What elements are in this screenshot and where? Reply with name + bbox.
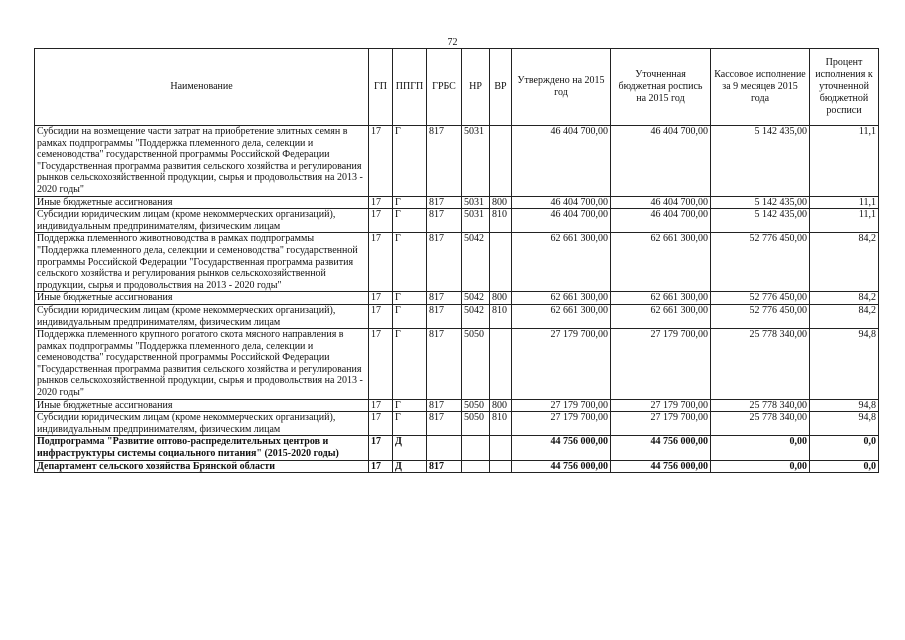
col-header-grbs: ГРБС [427, 49, 462, 126]
cell-approved: 27 179 700,00 [512, 412, 611, 436]
cell-gp: 17 [369, 233, 393, 292]
page-number: 72 [447, 37, 458, 48]
cell-approved: 46 404 700,00 [512, 209, 611, 233]
cell-name: Иные бюджетные ассигнования [35, 399, 369, 412]
cell-cash: 0,00 [711, 436, 810, 460]
cell-name: Департамент сельского хозяйства Брянской области [35, 460, 369, 473]
cell-cash: 25 778 340,00 [711, 399, 810, 412]
cell-grbs: 817 [427, 412, 462, 436]
cell-gp: 17 [369, 196, 393, 209]
cell-ppgp: Г [393, 329, 427, 400]
cell-refined: 27 179 700,00 [611, 329, 711, 400]
cell-vr: 810 [490, 304, 512, 328]
col-header-approved: Утверждено на 2015 год [512, 49, 611, 126]
cell-cash: 52 776 450,00 [711, 304, 810, 328]
cell-gp: 17 [369, 399, 393, 412]
cell-percent: 84,2 [810, 292, 879, 305]
col-header-percent: Процент исполнения к уточненной бюджетной росписи [810, 49, 879, 126]
cell-ppgp: Г [393, 292, 427, 305]
cell-vr [490, 436, 512, 460]
cell-ppgp: Г [393, 399, 427, 412]
cell-grbs: 817 [427, 329, 462, 400]
table-row [35, 436, 879, 460]
cell-ppgp: Г [393, 196, 427, 209]
cell-nr: 5031 [462, 196, 490, 209]
cell-percent: 0,0 [810, 460, 879, 473]
header-row [35, 49, 879, 126]
cell-refined: 62 661 300,00 [611, 292, 711, 305]
cell-percent: 11,1 [810, 209, 879, 233]
cell-name: Субсидии юридическим лицам (кроме некоммерческих организаций), индивидуальным предпринимателям, физическим лицам [35, 304, 369, 328]
col-header-name: Наименование [35, 49, 369, 126]
col-header-cash: Кассовое исполнение за 9 месяцев 2015 года [711, 49, 810, 126]
cell-vr: 800 [490, 196, 512, 209]
cell-approved: 62 661 300,00 [512, 304, 611, 328]
cell-nr: 5031 [462, 126, 490, 197]
cell-cash: 0,00 [711, 460, 810, 473]
cell-nr: 5042 [462, 292, 490, 305]
cell-vr [490, 460, 512, 473]
cell-percent: 11,1 [810, 196, 879, 209]
cell-vr: 800 [490, 399, 512, 412]
cell-vr: 810 [490, 412, 512, 436]
cell-percent: 84,2 [810, 304, 879, 328]
cell-approved: 27 179 700,00 [512, 329, 611, 400]
col-header-vr: ВР [490, 49, 512, 126]
cell-gp: 17 [369, 292, 393, 305]
cell-ppgp: Г [393, 304, 427, 328]
col-header-refined: Уточненная бюджетная роспись на 2015 год [611, 49, 711, 126]
table-row [35, 196, 879, 209]
table-row [35, 399, 879, 412]
cell-grbs: 817 [427, 126, 462, 197]
cell-gp: 17 [369, 460, 393, 473]
cell-approved: 27 179 700,00 [512, 399, 611, 412]
cell-refined: 44 756 000,00 [611, 436, 711, 460]
cell-percent: 84,2 [810, 233, 879, 292]
cell-name: Субсидии на возмещение части затрат на приобретение элитных семян в рамках подпрограммы "Поддержка племенного дела, селекции и семеноводства" государственной программы Российской Федерации "Государственная программа развития сельского хозяйства и регулирования рынков сельскохозяйственной продукции, сырья и продовольствия на 2013 - 2020 годы" [35, 126, 369, 197]
cell-approved: 46 404 700,00 [512, 126, 611, 197]
cell-nr [462, 460, 490, 473]
table-row [35, 209, 879, 233]
cell-cash: 5 142 435,00 [711, 196, 810, 209]
cell-refined: 46 404 700,00 [611, 126, 711, 197]
cell-name: Иные бюджетные ассигнования [35, 292, 369, 305]
cell-gp: 17 [369, 436, 393, 460]
cell-gp: 17 [369, 209, 393, 233]
cell-grbs: 817 [427, 233, 462, 292]
cell-name: Подпрограмма "Развитие оптово-распределительных центров и инфраструктуры системы социального питания" (2015-2020 годы) [35, 436, 369, 460]
table-row [35, 460, 879, 473]
cell-gp: 17 [369, 412, 393, 436]
table-row [35, 233, 879, 292]
cell-grbs: 817 [427, 304, 462, 328]
cell-nr: 5042 [462, 233, 490, 292]
col-header-gp: ГП [369, 49, 393, 126]
col-header-nr: НР [462, 49, 490, 126]
cell-nr: 5050 [462, 329, 490, 400]
cell-cash: 25 778 340,00 [711, 329, 810, 400]
cell-approved: 62 661 300,00 [512, 292, 611, 305]
cell-refined: 27 179 700,00 [611, 399, 711, 412]
cell-grbs: 817 [427, 399, 462, 412]
cell-nr: 5042 [462, 304, 490, 328]
cell-nr: 5050 [462, 412, 490, 436]
cell-nr: 5050 [462, 399, 490, 412]
table-row [35, 412, 879, 436]
cell-refined: 62 661 300,00 [611, 304, 711, 328]
cell-nr: 5031 [462, 209, 490, 233]
cell-refined: 44 756 000,00 [611, 460, 711, 473]
cell-approved: 44 756 000,00 [512, 460, 611, 473]
cell-grbs [427, 436, 462, 460]
cell-vr: 810 [490, 209, 512, 233]
cell-approved: 44 756 000,00 [512, 436, 611, 460]
cell-grbs: 817 [427, 460, 462, 473]
cell-percent: 0,0 [810, 436, 879, 460]
table-row [35, 126, 879, 197]
cell-approved: 62 661 300,00 [512, 233, 611, 292]
cell-refined: 27 179 700,00 [611, 412, 711, 436]
cell-gp: 17 [369, 304, 393, 328]
cell-ppgp: Г [393, 233, 427, 292]
cell-percent: 11,1 [810, 126, 879, 197]
cell-grbs: 817 [427, 209, 462, 233]
cell-grbs: 817 [427, 196, 462, 209]
cell-cash: 25 778 340,00 [711, 412, 810, 436]
cell-refined: 46 404 700,00 [611, 209, 711, 233]
cell-gp: 17 [369, 126, 393, 197]
cell-vr [490, 329, 512, 400]
cell-name: Субсидии юридическим лицам (кроме некоммерческих организаций), индивидуальным предпринимателям, физическим лицам [35, 412, 369, 436]
table-body [35, 126, 879, 473]
cell-vr [490, 126, 512, 197]
table-row [35, 304, 879, 328]
cell-ppgp: Д [393, 436, 427, 460]
cell-percent: 94,8 [810, 329, 879, 400]
cell-ppgp: Г [393, 209, 427, 233]
cell-name: Иные бюджетные ассигнования [35, 196, 369, 209]
col-header-ppgp: ППГП [393, 49, 427, 126]
cell-approved: 46 404 700,00 [512, 196, 611, 209]
cell-percent: 94,8 [810, 412, 879, 436]
cell-ppgp: Д [393, 460, 427, 473]
cell-ppgp: Г [393, 126, 427, 197]
cell-name: Поддержка племенного крупного рогатого скота мясного направления в рамках подпрограммы "Поддержка племенного дела, селекции и семеноводства" государственной программы Российской Федерации "Государственная программа развития сельского хозяйства и регулирования рынков сельскохозяйственной продукции, сырья и продовольствия на 2013 - 2020 годы" [35, 329, 369, 400]
cell-refined: 46 404 700,00 [611, 196, 711, 209]
cell-grbs: 817 [427, 292, 462, 305]
cell-cash: 5 142 435,00 [711, 209, 810, 233]
cell-name: Поддержка племенного животноводства в рамках подпрограммы "Поддержка племенного дела, селекции и семеноводства" государственной программы Российской Федерации "Государственная программа развития сельского хозяйства и регулирования рынков сельскохозяйственной продукции, сырья и продовольствия на 2013 - 2020 годы" [35, 233, 369, 292]
budget-table [34, 48, 879, 473]
table-row [35, 292, 879, 305]
cell-ppgp: Г [393, 412, 427, 436]
cell-name: Субсидии юридическим лицам (кроме некоммерческих организаций), индивидуальным предпринимателям, физическим лицам [35, 209, 369, 233]
cell-refined: 62 661 300,00 [611, 233, 711, 292]
cell-vr [490, 233, 512, 292]
cell-cash: 52 776 450,00 [711, 233, 810, 292]
cell-vr: 800 [490, 292, 512, 305]
cell-percent: 94,8 [810, 399, 879, 412]
cell-gp: 17 [369, 329, 393, 400]
table-row [35, 329, 879, 400]
cell-cash: 52 776 450,00 [711, 292, 810, 305]
cell-nr [462, 436, 490, 460]
cell-cash: 5 142 435,00 [711, 126, 810, 197]
